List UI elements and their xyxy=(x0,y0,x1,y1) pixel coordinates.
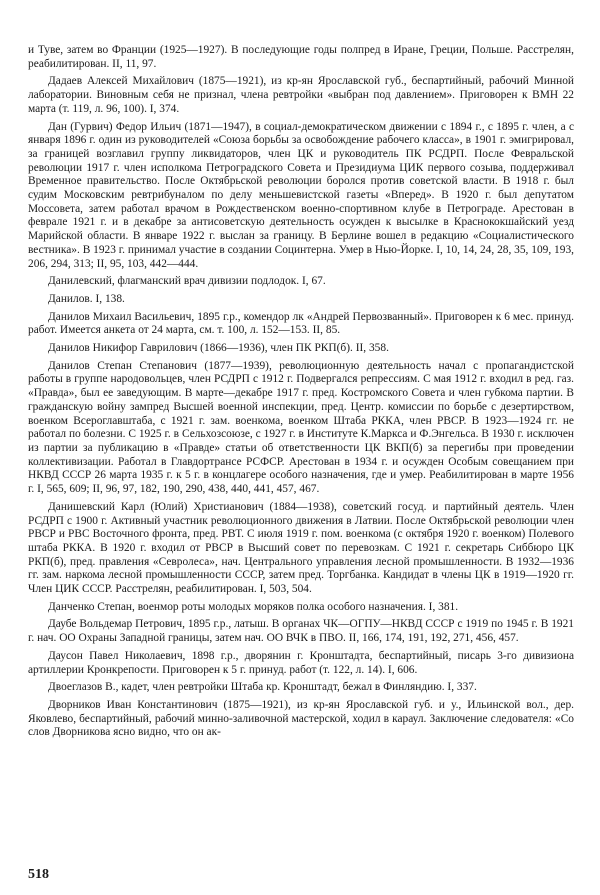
entry-danishevsky: Данишевский Карл (Юлий) Христианович (1884—1938), советский госуд. и партийный деятель. Член РСДРП с 1900 г. Активный участник революционного движения в Латвии. После Октябрьской революции член РВСР и РВС Восточного фронта, пред. РВТ. С июля 1919 г. пом. военкома (с октября 1920 г. военком) Полевого штаба РККА. В 1920 г. входил от РВСР в Высший совет по перевозкам. С 1921 г. секретарь Сиббюро ЦК РКП(б), пред. правления «Севролеса», нач. Центрального управления лесной промышленности. В 1932—1936 гг. зам. наркома лесной промышленности СССР, затем пред. Торгбанка. Кандидат в члены ЦК в 1919—1920 гг. Член ЦИК СССР. Расстрелян, реабилитирован. I, 503, 504. xyxy=(28,500,574,596)
entry-continuation: и Туве, затем во Франции (1925—1927). В последующие годы полпред в Иране, Греции, Польше. Расстрелян, реабилитирован. II, 11, 97. xyxy=(28,44,574,70)
entry-dauson: Даусон Павел Николаевич, 1898 г.р., дворянин г. Кронштадта, беспартийный, писарь 3-го дивизиона артиллерии Кронкрепости. Приговорен к 5 г. принуд. работ (т. 122, л. 14). I, 606. xyxy=(28,649,574,676)
entry-dvornikov: Дворников Иван Константинович (1875—1921), из кр-ян Ярославской губ. и у., Ильинской вол., дер. Яковлево, беспартийный, рабочий минно-заливочной мастерской, ходил в караул. Заключение следователя: «Со слов Дворникова ясно видно, что он ак- xyxy=(28,698,574,739)
entry-danilov-stepan: Данилов Степан Степанович (1877—1939), революционную деятельность начал с пропагандистской работы в группе народовольцев, член РСДРП с 1912 г. Подвергался репрессиям. С мая 1912 г. входил в ред. газ. «Правда», был ее заведующим. В марте—декабре 1917 г. пред. Костромского Совета и член губкома партии. В гражданскую войну зампред Высшей военной инспекции, пред. Центр. комиссии по борьбе с дезертирством, военком Всероглавштаба, с 1921 г. зам. военкома, военком Штаба РККА, член РВСР. В 1923—1924 гг. не работал по болезни. С 1925 г. в Сельхозсоюзе, с 1927 г. в Институте К.Маркса и Ф.Энгельса. В 1930 г. исключен из партии за публикацию в «Правде» статьи об ответственности ЦК ВКП(б) за перегибы при проведении коллективизации. Работал в Главдортрансе РСФСР. Арестован в 1934 г. и осужден Особым совещанием при НКВД СССР 26 марта 1935 г. к 5 г. в концлагере особого назначения, где и умер. Реабилитирован в марте 1956 г. I, 565, 609; II, 96, 97, 182, 190, 290, 438, 440, 441, 457, 467. xyxy=(28,359,574,496)
entry-list xyxy=(28,44,574,744)
entry-danilov: Данилов. I, 138. xyxy=(48,292,125,305)
entry-danilov-mikhail: Данилов Михаил Васильевич, 1895 г.р., комендор лк «Андрей Первозванный». Приговорен к 6 мес. принуд. работ. Имеется анкета от 24 марта, см. т. 100, л. 152—153. II, 85. xyxy=(28,310,574,337)
entry-danilov-nikifor: Данилов Никифор Гаврилович (1866—1936), член ПК РКП(б). II, 358. xyxy=(48,342,389,355)
entry-dadaev: Дадаев Алексей Михайлович (1875—1921), из кр-ян Ярославской губ., беспартийный, рабочий Минной лаборатории. Виновным себя не признал, члена ревтройки «выбран под давлением». Приговорен к ВМН 22 марта (т. 119, л. 96, 100). I, 374. xyxy=(28,75,574,115)
page-number: 518 xyxy=(28,867,49,882)
entry-daube: Даубе Вольдемар Петрович, 1895 г.р., латыш. В органах ЧК—ОГПУ—НКВД СССР с 1919 по 1945 г. В 1921 г. нач. ОО Охраны Западной границы, затем нач. ОО ВЧК в ПВО. II, 166, 174, 191, 192, 271, 456, 457. xyxy=(28,618,574,645)
entry-danilevsky: Данилевский, флагманский врач дивизии подлодок. I, 67. xyxy=(48,275,326,288)
entry-danchenko: Данченко Степан, военмор роты молодых моряков полка особого назначения. I, 381. xyxy=(48,600,459,613)
entry-dvoeglazov: Двоеглазов В., кадет, член ревтройки Штаба кр. Кронштадт, бежал в Финляндию. I, 337. xyxy=(48,681,477,694)
entry-dan: Дан (Гурвич) Федор Ильич (1871—1947), в социал-демократическом движении с 1894 г., с 1895 г. член, а с января 1896 г. один из руководителей «Союза борьбы за освобождение рабочего класса», в 1901 г. эмигрировал, за границей возглавил группу ликвидаторов, член ЦК и руководитель ПК РСДРП. После Февральской революции 1917 г. член исполкома Петроградского Совета и Президиума ЦИК первого созыва, поддерживал Временное правительство. После Октябрьской революции боролся против советской власти. В 1918 г. был судим Московским ревтрибуналом по делу меньшевистской газеты «Вперед». В 1920 г. был депутатом Моссовета, затем работал врачом в Рождественском военно-спортивном клубе в Петрограде. Арестован в феврале 1921 г. и в декабре за антисоветскую деятельность осужден к высылке в Краснококшайский уезд Марийской области. В январе 1922 г. выслан за границу. В Берлине вошел в редакцию «Социалистического вестника». В 1923 г. принимал участие в создании Социнтерна. Умер в Нью-Йорке. I, 10, 14, 24, 28, 35, 109, 193, 206, 294, 313; II, 95, 103, 442—444. xyxy=(28,120,574,270)
